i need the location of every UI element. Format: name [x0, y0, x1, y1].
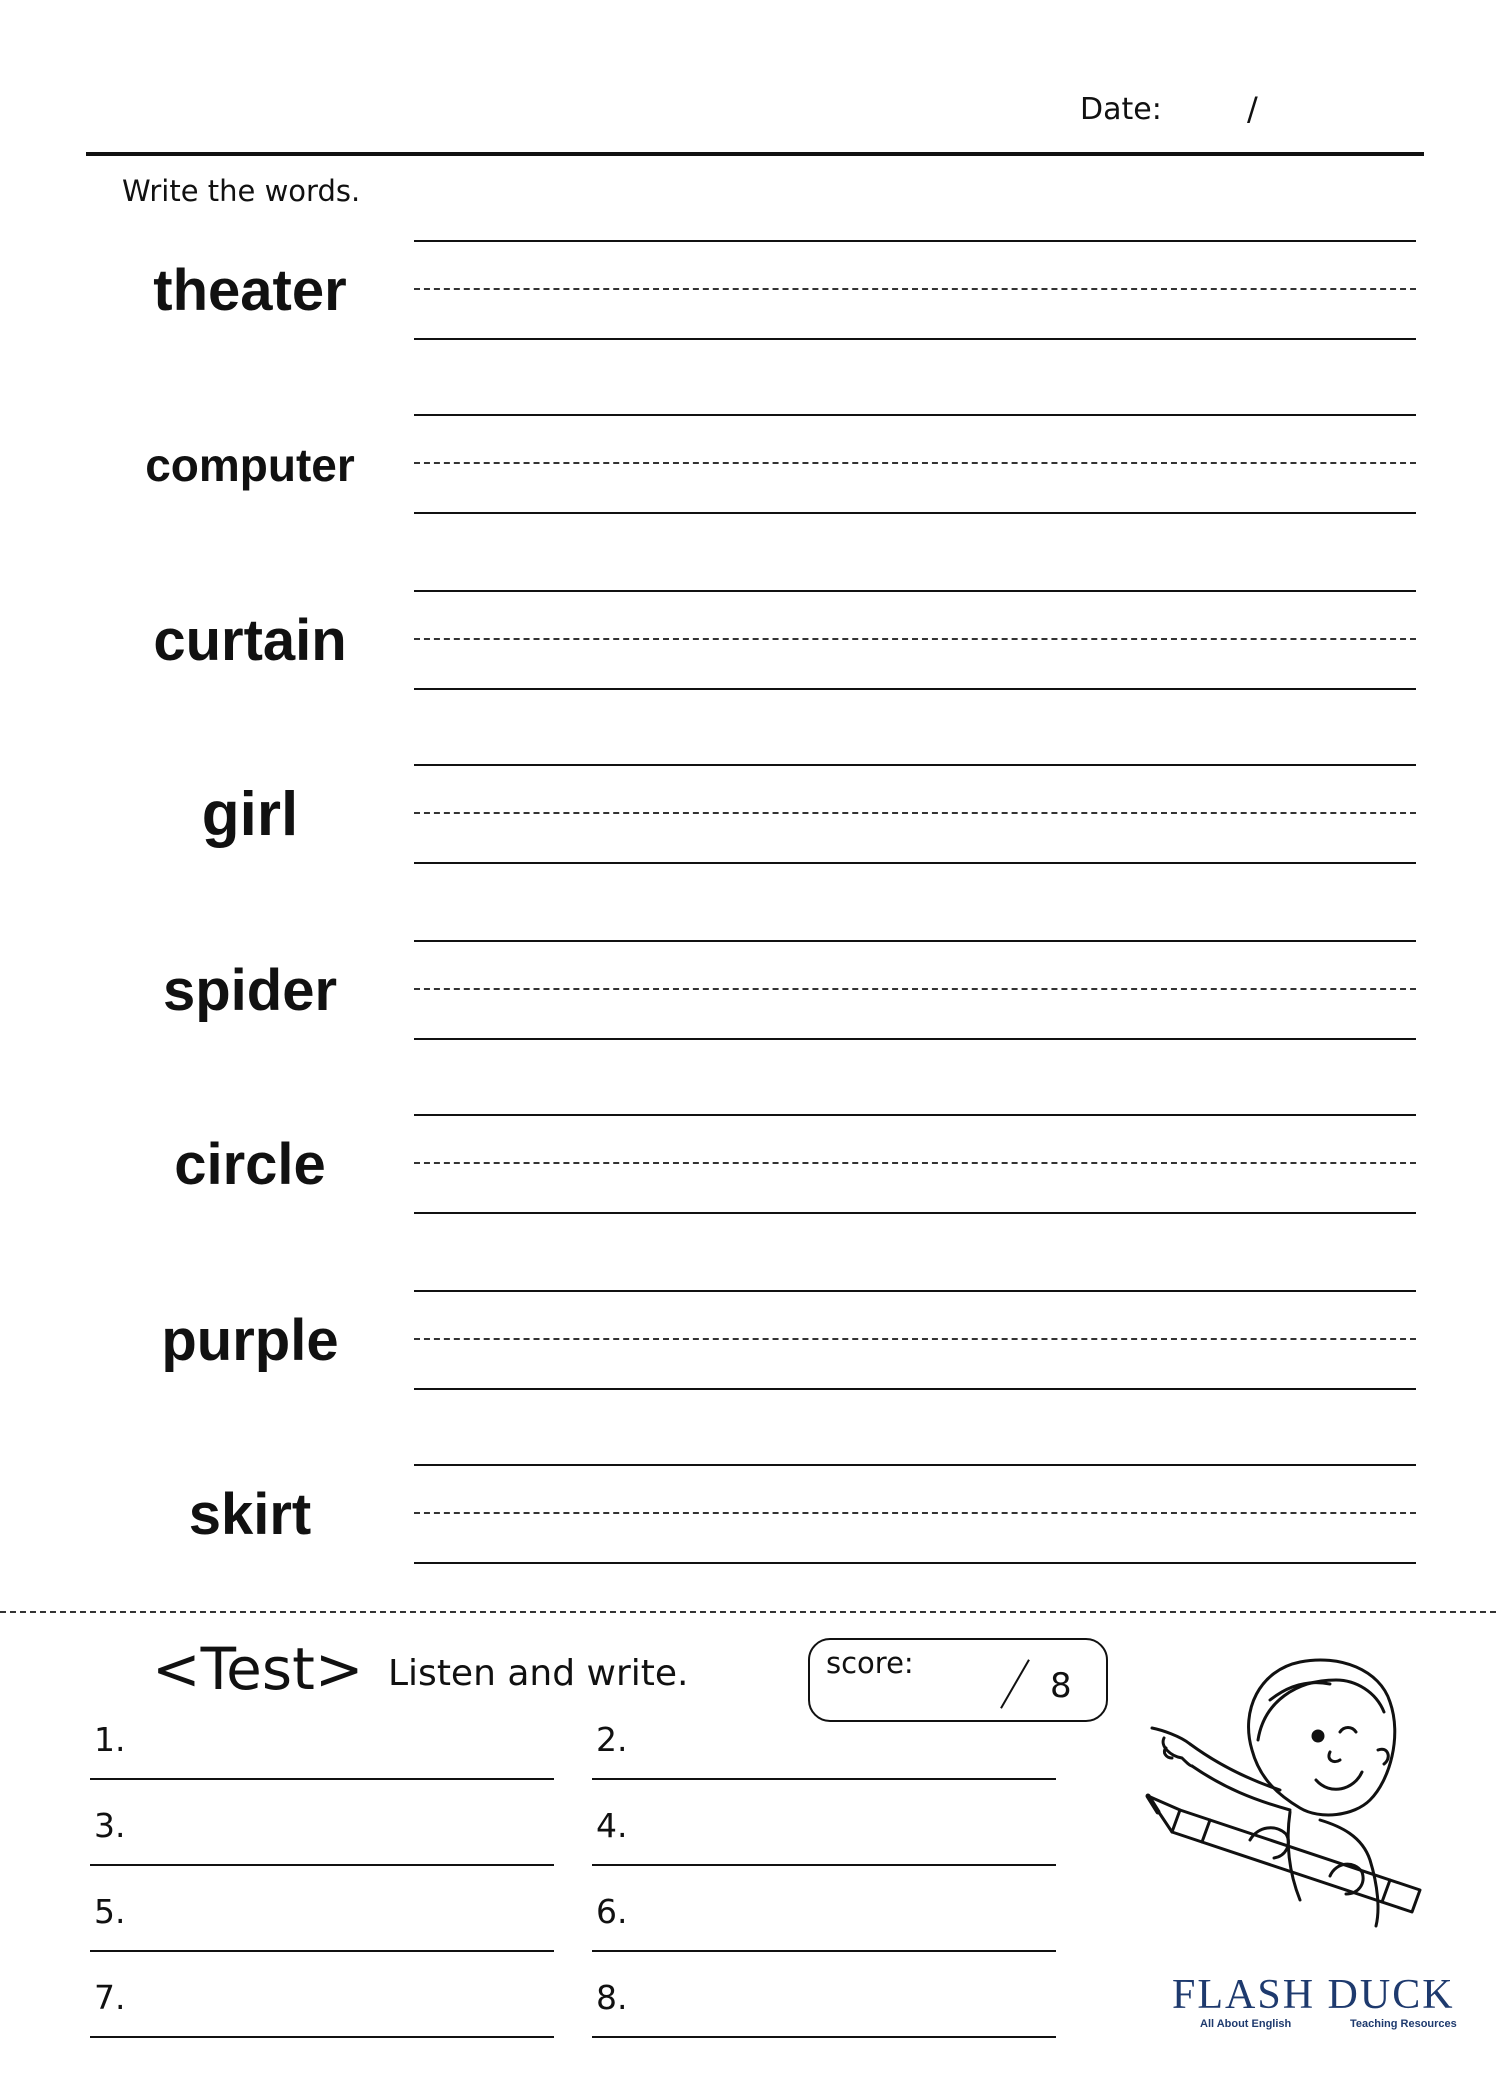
- logo-tagline-right: Teaching Resources: [1350, 2018, 1457, 2030]
- answer-number: 2.: [596, 1720, 628, 1759]
- date-separator: /: [1247, 90, 1258, 128]
- answer-number: 8.: [596, 1978, 628, 2017]
- answer-number: 7.: [94, 1978, 126, 2017]
- logo-tagline-left: All About English: [1200, 2018, 1292, 2030]
- answer-field[interactable]: [90, 1720, 554, 1780]
- answer-number: 6.: [596, 1892, 628, 1931]
- writing-line-top: [414, 1114, 1416, 1116]
- writing-line-top: [414, 240, 1416, 242]
- word-label: theater: [153, 258, 347, 323]
- answer-number: 5.: [94, 1892, 126, 1931]
- writing-line-dashed: [414, 638, 1416, 640]
- writing-line-bottom: [414, 1212, 1416, 1214]
- writing-line-dashed: [414, 462, 1416, 464]
- writing-line-top: [414, 590, 1416, 592]
- writing-line-dashed: [414, 812, 1416, 814]
- word-label: circle: [174, 1132, 326, 1197]
- writing-line-bottom: [414, 1388, 1416, 1390]
- writing-line-bottom: [414, 512, 1416, 514]
- writing-line-bottom: [414, 862, 1416, 864]
- writing-line-bottom: [414, 688, 1416, 690]
- answer-line: [90, 1950, 554, 1952]
- writing-line-dashed: [414, 1338, 1416, 1340]
- writing-line-bottom: [414, 338, 1416, 340]
- writing-line-dashed: [414, 288, 1416, 290]
- writing-line-bottom: [414, 1038, 1416, 1040]
- word-label: purple: [161, 1308, 339, 1373]
- flash-duck-logo: [1172, 1972, 1472, 2038]
- answer-field[interactable]: [592, 1892, 1056, 1952]
- score-slash: [1000, 1659, 1030, 1708]
- writing-line-top: [414, 764, 1416, 766]
- word-label: girl: [201, 780, 299, 849]
- answer-line: [90, 1778, 554, 1780]
- writing-line-dashed: [414, 1512, 1416, 1514]
- word-row: [0, 240, 1496, 350]
- answer-field[interactable]: [90, 1892, 554, 1952]
- writing-line-top: [414, 940, 1416, 942]
- writing-line-top: [414, 1290, 1416, 1292]
- test-title: <Test>: [152, 1635, 364, 1703]
- score-label: score:: [826, 1646, 914, 1680]
- word-label: computer: [145, 439, 355, 491]
- answer-number: 3.: [94, 1806, 126, 1845]
- answer-field[interactable]: [592, 1720, 1056, 1780]
- writing-line-bottom: [414, 1562, 1416, 1564]
- word-row: [0, 1114, 1496, 1224]
- word-label: spider: [162, 958, 338, 1023]
- word-row: [0, 940, 1496, 1050]
- answer-line: [592, 2036, 1056, 2038]
- logo-wordmark: FLASH DUCK: [1172, 1972, 1455, 2018]
- answer-field[interactable]: [90, 1978, 554, 2038]
- word-row: [0, 414, 1496, 524]
- word-label: skirt: [188, 1482, 312, 1547]
- score-box: [808, 1638, 1108, 1722]
- writing-line-dashed: [414, 988, 1416, 990]
- word-row: [0, 764, 1496, 874]
- writing-line-top: [414, 414, 1416, 416]
- answer-line: [592, 1864, 1056, 1866]
- date-label: Date:: [1080, 92, 1162, 127]
- word-row: [0, 1290, 1496, 1400]
- answer-field[interactable]: [592, 1978, 1056, 2038]
- section-divider: [0, 1611, 1496, 1613]
- answer-line: [592, 1950, 1056, 1952]
- score-total: 8: [1050, 1666, 1072, 1706]
- writing-line-dashed: [414, 1162, 1416, 1164]
- writing-line-top: [414, 1464, 1416, 1466]
- header-rule: [86, 152, 1424, 156]
- answer-number: 4.: [596, 1806, 628, 1845]
- instruction-text: Write the words.: [122, 174, 361, 208]
- answer-field[interactable]: [592, 1806, 1056, 1866]
- answer-field[interactable]: [90, 1806, 554, 1866]
- answer-line: [592, 1778, 1056, 1780]
- answer-line: [90, 2036, 554, 2038]
- answer-number: 1.: [94, 1720, 126, 1759]
- word-row: [0, 1464, 1496, 1574]
- word-row: [0, 590, 1496, 700]
- test-instruction: Listen and write.: [388, 1653, 689, 1694]
- word-label: curtain: [153, 608, 347, 673]
- boy-pencil-illustration: [1140, 1640, 1460, 1930]
- answer-line: [90, 1864, 554, 1866]
